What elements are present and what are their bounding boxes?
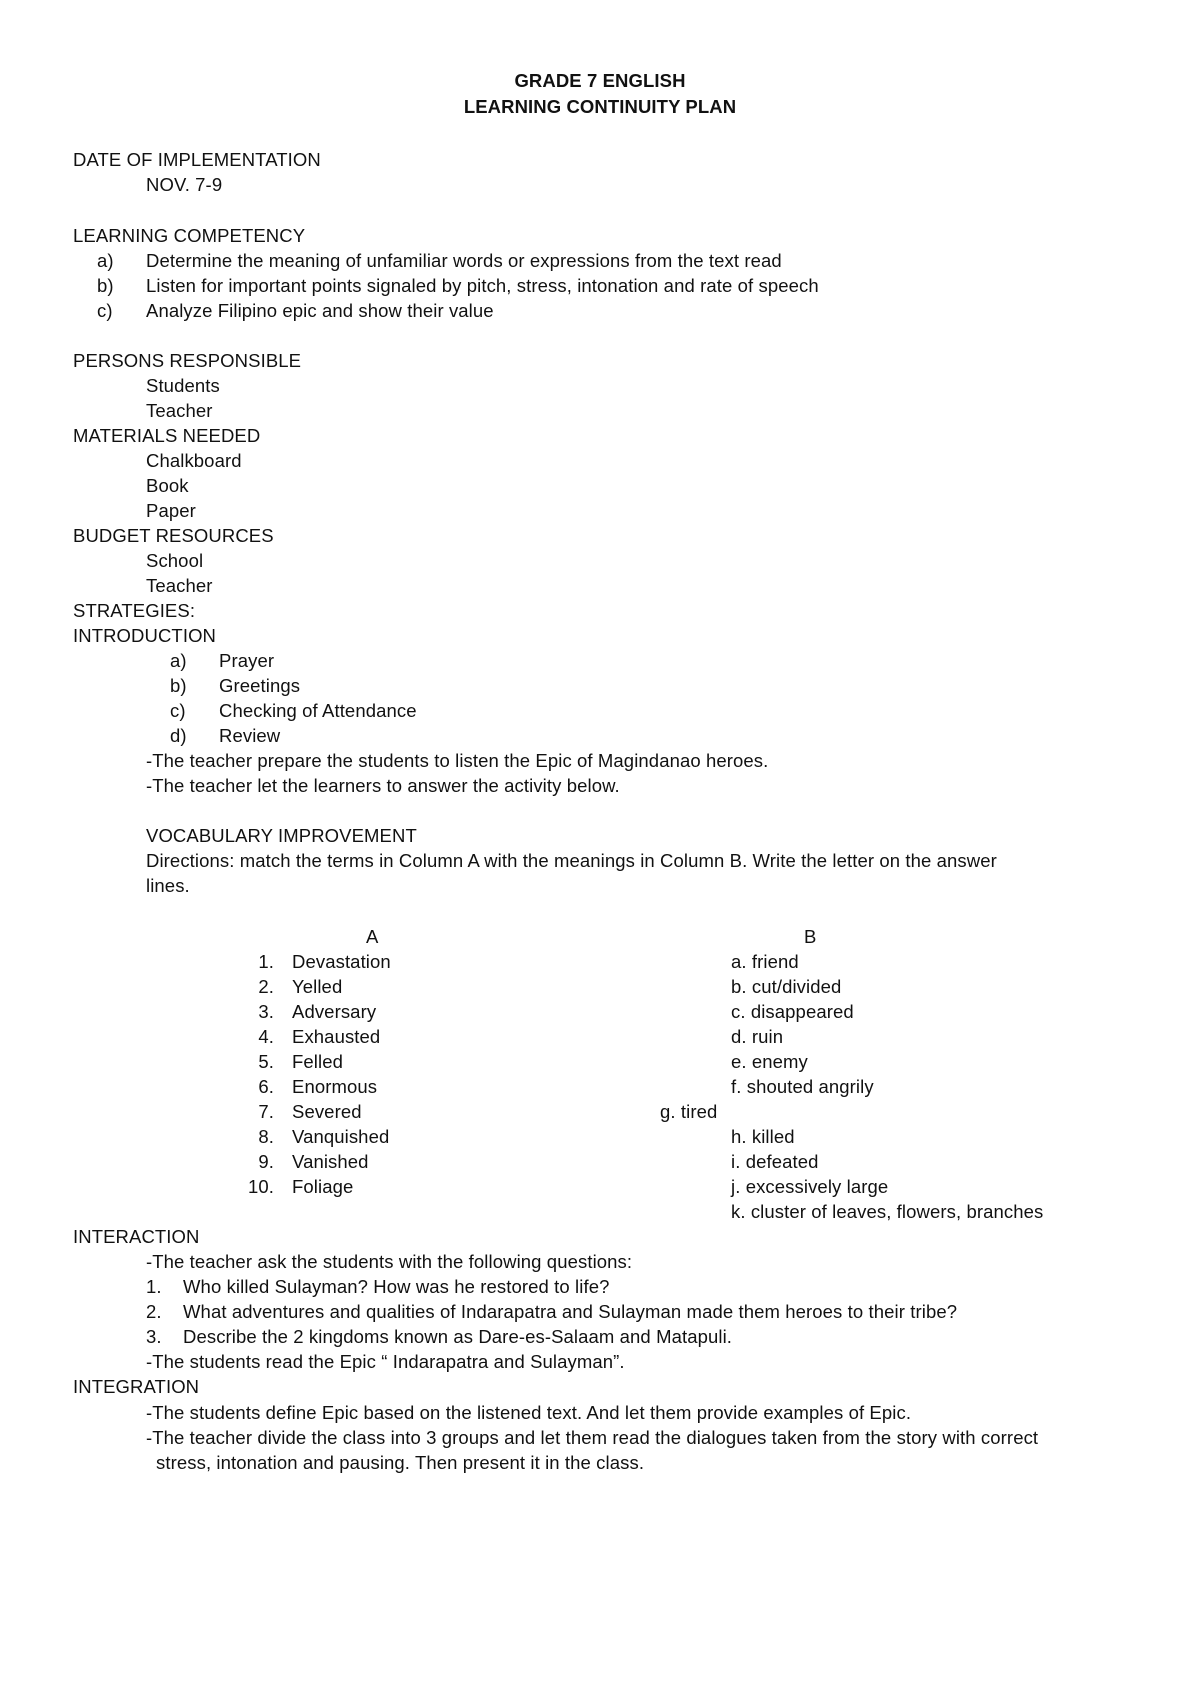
introduction-item: Prayer — [219, 650, 275, 671]
interaction-outro: -The students read the Epic “ Indarapatra and Sulayman”. — [146, 1351, 625, 1372]
interaction-heading: INTERACTION — [73, 1226, 200, 1247]
persons-heading: PERSONS RESPONSIBLE — [73, 350, 302, 371]
question: What adventures and qualities of Indarapatra and Sulayman made them heroes to their tribe? — [183, 1301, 958, 1322]
materials-item: Chalkboard — [146, 450, 242, 471]
term-number: 3. — [258, 1001, 274, 1022]
meaning: i. defeated — [731, 1151, 819, 1172]
meaning: j. excessively large — [731, 1176, 889, 1197]
meaning: f. shouted angrily — [731, 1076, 874, 1097]
meaning: c. disappeared — [731, 1001, 854, 1022]
materials-item: Book — [146, 475, 189, 496]
term: Vanquished — [292, 1126, 390, 1147]
question: Who killed Sulayman? How was he restored to life? — [183, 1276, 610, 1297]
column-b-header: B — [804, 926, 817, 947]
materials-item: Paper — [146, 500, 196, 521]
introduction-marker: b) — [170, 675, 187, 696]
question: Describe the 2 kingdoms known as Dare-es-Salaam and Matapuli. — [183, 1326, 733, 1347]
meaning: d. ruin — [731, 1026, 784, 1047]
document-title: GRADE 7 ENGLISH — [514, 70, 686, 91]
competency-marker: b) — [97, 275, 114, 296]
term: Enormous — [292, 1076, 378, 1097]
introduction-note: -The teacher let the learners to answer the activity below. — [146, 775, 620, 796]
interaction-intro: -The teacher ask the students with the following questions: — [146, 1251, 633, 1272]
meaning: b. cut/divided — [731, 976, 842, 997]
term: Exhausted — [292, 1026, 381, 1047]
question-number: 1. — [146, 1276, 162, 1297]
meaning: h. killed — [731, 1126, 795, 1147]
term-number: 7. — [258, 1101, 274, 1122]
competency-item: Determine the meaning of unfamiliar words or expressions from the text read — [146, 250, 782, 271]
term: Devastation — [292, 951, 391, 972]
term: Felled — [292, 1051, 343, 1072]
integration-heading: INTEGRATION — [73, 1376, 200, 1397]
competency-marker: c) — [97, 300, 113, 321]
term-number: 8. — [258, 1126, 274, 1147]
budget-item: School — [146, 550, 204, 571]
meaning: g. tired — [660, 1101, 718, 1122]
persons-item: Teacher — [146, 400, 213, 421]
term-number: 1. — [258, 951, 274, 972]
term: Yelled — [292, 976, 343, 997]
term-number: 6. — [258, 1076, 274, 1097]
column-a-header: A — [366, 926, 379, 947]
integration-text: -The students define Epic based on the listened text. And let them provide examples of Epic. — [146, 1402, 912, 1423]
competency-item: Listen for important points signaled by pitch, stress, intonation and rate of speech — [146, 275, 819, 296]
materials-heading: MATERIALS NEEDED — [73, 425, 261, 446]
competency-heading: LEARNING COMPETENCY — [73, 225, 306, 246]
introduction-marker: a) — [170, 650, 187, 671]
introduction-item: Greetings — [219, 675, 301, 696]
introduction-marker: c) — [170, 700, 186, 721]
introduction-note: -The teacher prepare the students to listen the Epic of Magindanao heroes. — [146, 750, 769, 771]
date-heading: DATE OF IMPLEMENTATION — [73, 149, 321, 170]
term-number: 10. — [247, 1176, 274, 1197]
term-number: 4. — [258, 1026, 274, 1047]
vocabulary-heading: VOCABULARY IMPROVEMENT — [146, 825, 417, 846]
term: Foliage — [292, 1176, 354, 1197]
meaning: e. enemy — [731, 1051, 808, 1072]
date-value: NOV. 7-9 — [146, 174, 223, 195]
introduction-item: Checking of Attendance — [219, 700, 417, 721]
term: Severed — [292, 1101, 362, 1122]
strategies-heading: STRATEGIES: — [73, 600, 196, 621]
competency-marker: a) — [97, 250, 114, 271]
term: Vanished — [292, 1151, 369, 1172]
meaning: a. friend — [731, 951, 799, 972]
question-number: 3. — [146, 1326, 162, 1347]
document-subtitle: LEARNING CONTINUITY PLAN — [463, 96, 737, 117]
competency-item: Analyze Filipino epic and show their value — [146, 300, 494, 321]
persons-item: Students — [146, 375, 220, 396]
budget-item: Teacher — [146, 575, 213, 596]
vocabulary-directions: Directions: match the terms in Column A with the meanings in Column B. Write the letter on the answer — [146, 850, 997, 871]
meaning: k. cluster of leaves, flowers, branches — [731, 1201, 1044, 1222]
integration-text-continued: stress, intonation and pausing. Then present it in the class. — [156, 1452, 645, 1473]
budget-heading: BUDGET RESOURCES — [73, 525, 274, 546]
term-number: 5. — [258, 1051, 274, 1072]
term-number: 2. — [258, 976, 274, 997]
term-number: 9. — [258, 1151, 274, 1172]
integration-text: -The teacher divide the class into 3 groups and let them read the dialogues taken from the story with correct — [146, 1427, 1039, 1448]
introduction-marker: d) — [170, 725, 187, 746]
vocabulary-directions-continued: lines. — [146, 875, 190, 896]
introduction-item: Review — [219, 725, 281, 746]
introduction-heading: INTRODUCTION — [73, 625, 217, 646]
question-number: 2. — [146, 1301, 162, 1322]
term: Adversary — [292, 1001, 377, 1022]
